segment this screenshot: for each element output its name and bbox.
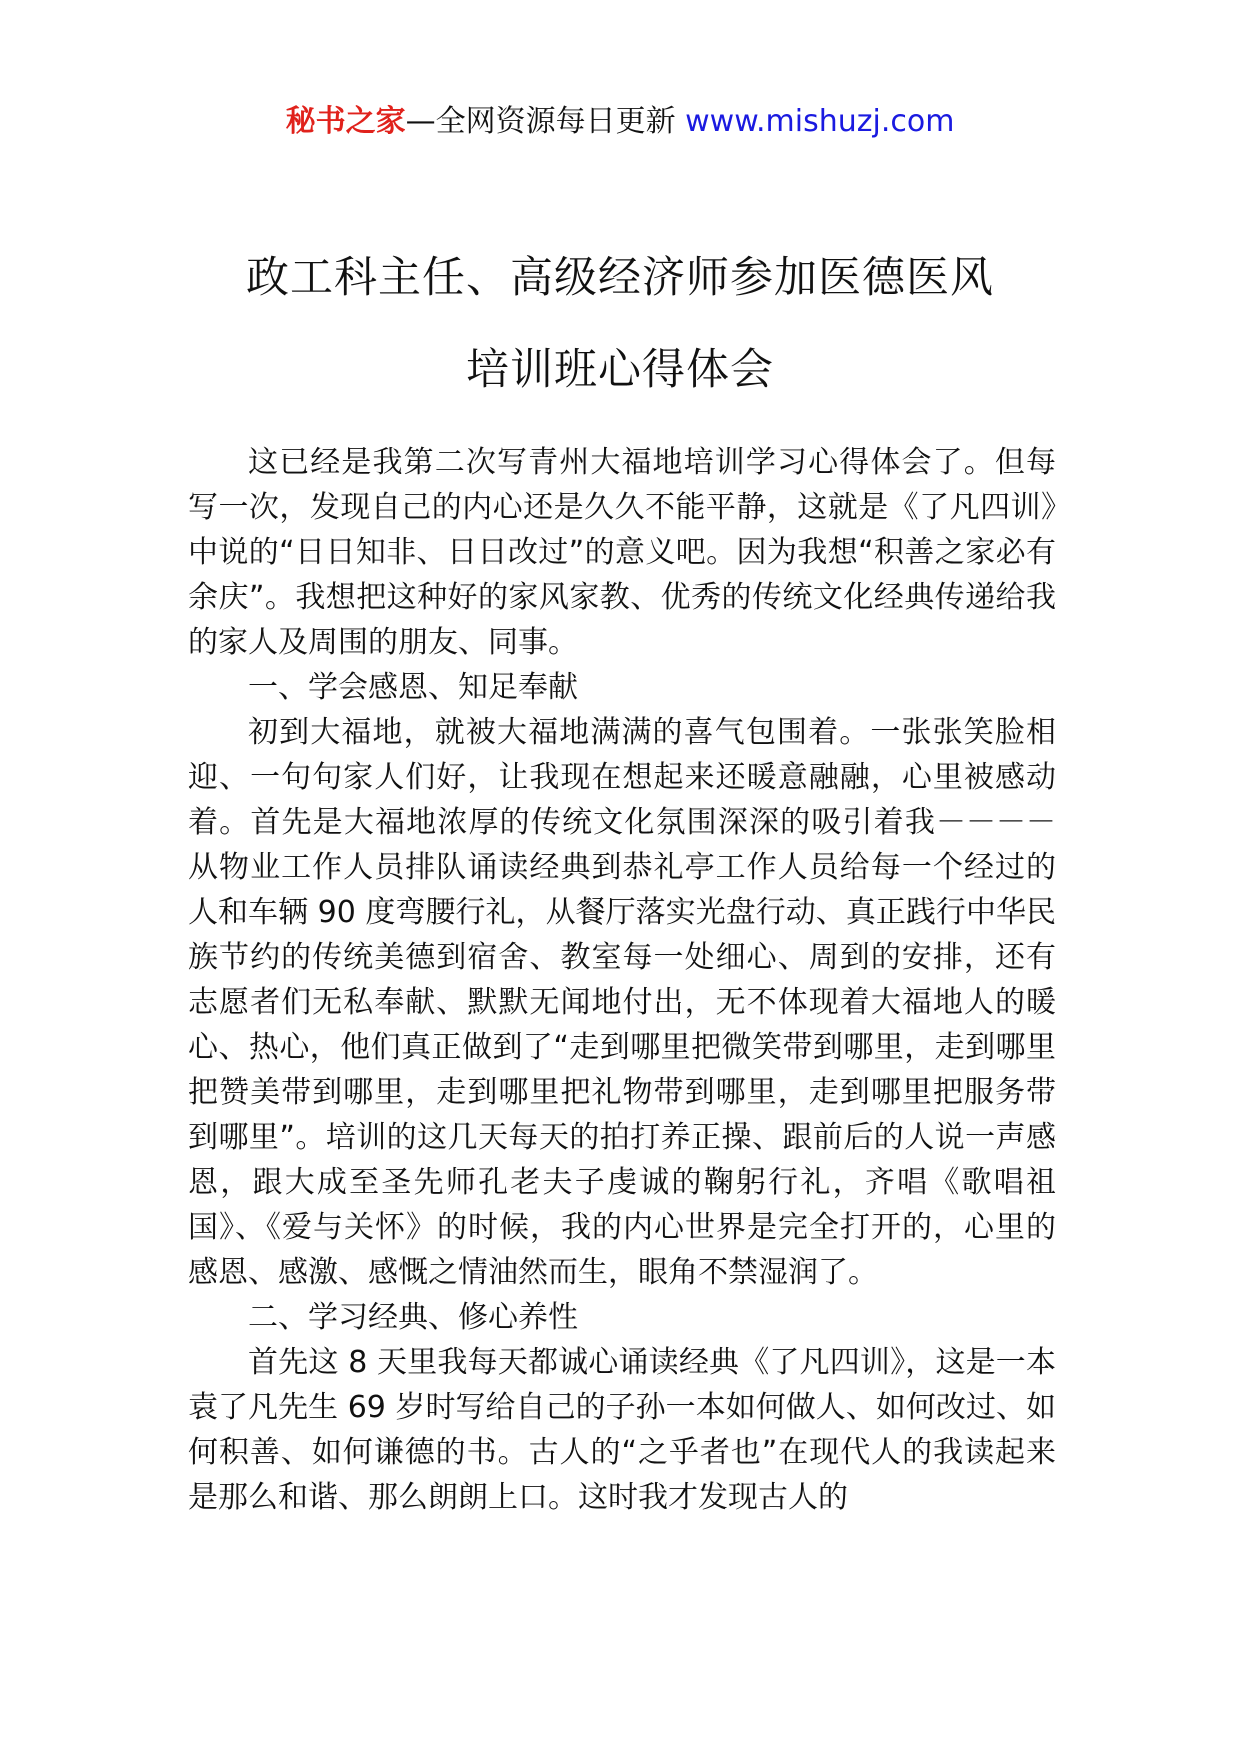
paragraph-intro: 这已经是我第二次写青州大福地培训学习心得体会了。但每写一次，发现自己的内心还是久久不能平静，这就是《了凡四训》中说的“日日知非、日日改过”的意义吧。因为我想“积善之家必有余庆”。我想把这种好的家风家教、优秀的传统文化经典传递给我的家人及周围的朋友、同事。 (188, 445, 1056, 660)
document-body (188, 440, 1056, 1520)
title-line-1: 政工科主任、高级经济师参加医德医风 (246, 253, 994, 303)
title-line-2: 培训班心得体会 (466, 345, 774, 395)
site-header (0, 100, 1240, 144)
paragraph-section-2: 首先这 8 天里我每天都诚心诵读经典《了凡四训》，这是一本袁了凡先生 69 岁时写给自己的子孙一本如何做人、如何改过、如何积善、如何谦德的书。古人的“之乎者也”在现代人的我读起来是那么和谐、那么朗朗上口。这时我才发现古人的 (188, 1345, 1056, 1515)
site-brand: 秘书之家 (285, 104, 406, 139)
site-url-link[interactable]: www.mishuzj.com (685, 104, 955, 139)
paragraph-section-1: 初到大福地，就被大福地满满的喜气包围着。一张张笑脸相迎、一句句家人们好，让我现在想起来还暖意融融，心里被感动着。首先是大福地浓厚的传统文化氛围深深的吸引着我－－－－从物业工作人员排队诵读经典到恭礼亭工作人员给每一个经过的人和车辆 90 度弯腰行礼，从餐厅落实光盘行动、真正践行中华民族节约的传统美德到宿舍、教室每一处细心、周到的安排，还有志愿者们无私奉献、默默无闻地付出，无不体现着大福地人的暖心、热心，他们真正做到了“走到哪里把微笑带到哪里，走到哪里把赞美带到哪里，走到哪里把礼物带到哪里，走到哪里把服务带到哪里”。培训的这几天每天的拍打养正操、跟前后的人说一声感恩，跟大成至圣先师孔老夫子虔诚的鞠躬行礼，齐唱《歌唱祖国》、《爱与关怀》的时候，我的内心世界是完全打开的，心里的感恩、感激、感慨之情油然而生，眼角不禁湿润了。 (188, 715, 1056, 1290)
section-heading-2: 二、学习经典、修心养性 (248, 1300, 578, 1335)
site-slogan: —全网资源每日更新 (405, 104, 676, 139)
document-title (0, 232, 1240, 416)
section-heading-1: 一、学会感恩、知足奉献 (248, 670, 578, 705)
